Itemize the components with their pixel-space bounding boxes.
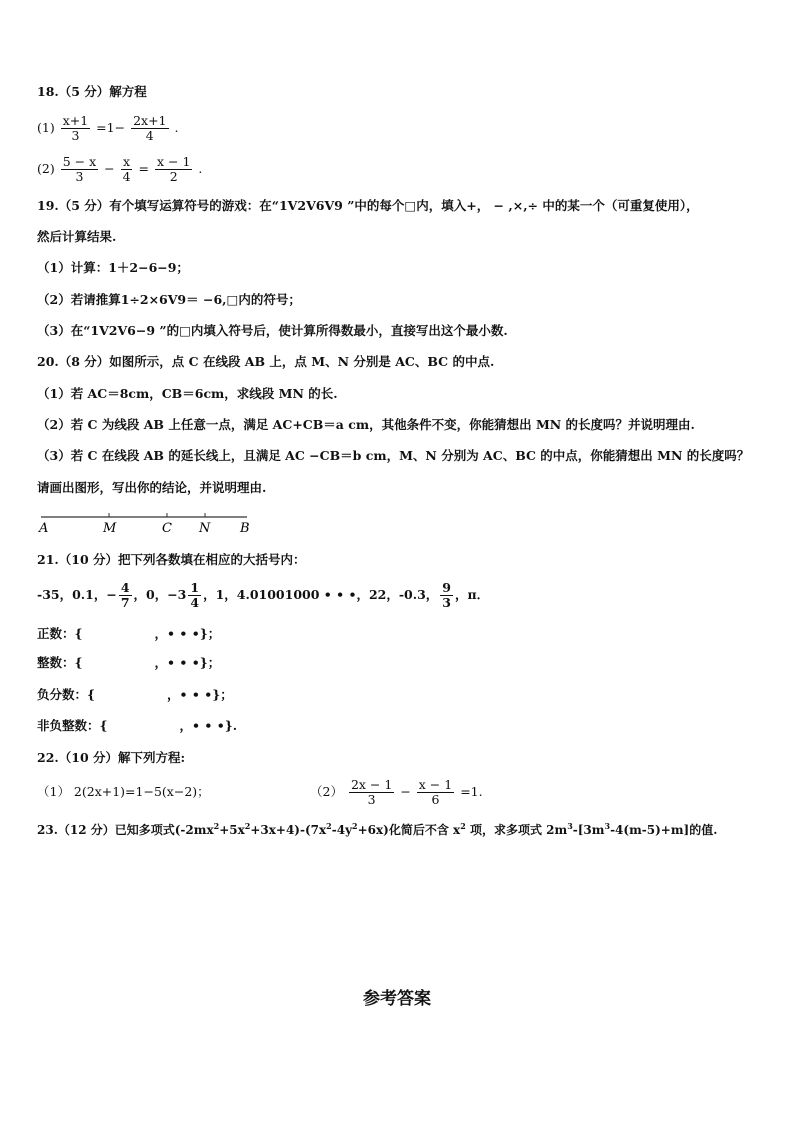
point-c-label: C xyxy=(162,521,172,536)
q19-heading-cont: 然后计算结果. xyxy=(37,229,117,244)
q20-sub2: （2）若 C 为线段 AB 上任意一点，满足 AC+CB＝a cm，其他条件不变，你能猜想出 MN 的长度吗？并说明理由. xyxy=(37,417,695,432)
point-m-label: M xyxy=(103,521,117,536)
fraction: $\frac{x - 1}{2}$ xyxy=(157,154,191,184)
q18-part1: (1) $\frac{x+1}{3}$ =1− $\frac{2x+1}{4}$ . xyxy=(37,113,179,143)
point-b-label: B xyxy=(240,521,250,536)
q22-heading: 22.（10 分）解下列方程: xyxy=(37,750,186,765)
q21-heading: 21.（10 分）把下列各数填在相应的大括号内： xyxy=(37,552,306,567)
point-a-label: A xyxy=(39,521,49,536)
q19-sub3: （3）在“1V2V6−9 ”的□内填入符号后，使计算所得数最小，直接写出这个最小数. xyxy=(37,323,508,338)
point-n-label: N xyxy=(199,521,211,536)
q20-sub3: （3）若 C 在线段 AB 的延长线上，且满足 AC −CB＝b cm，M、N 分别为 AC、BC 的中点，你能猜想出 MN 的长度吗？ xyxy=(37,448,750,463)
q18-heading: 18.（5 分）解方程 xyxy=(37,84,147,99)
q19-sub2: （2）若请推算1÷2×6V9＝ −6,□内的符号； xyxy=(37,292,301,307)
q21-category-negative-fraction: 负分数：{ ，• • •}； xyxy=(37,687,233,702)
q18-p1-label: (1) xyxy=(37,120,55,135)
q21-category-nonneg-integer: 非负整数：{ ，• • •}. xyxy=(37,718,238,733)
segment-diagram xyxy=(37,511,257,537)
q22-part2: （2） $\frac{2x - 1}{3}$ − $\frac{x - 1}{6}$ =1. xyxy=(310,777,483,807)
fraction: $\frac{x+1}{3}$ xyxy=(62,113,89,143)
q20-sub1: （1）若 AC＝8cm，CB＝6cm，求线段 MN 的长. xyxy=(37,386,338,401)
q21-category-integer: 整数：{ ，• • •}； xyxy=(37,655,221,670)
fraction: $\frac{2x+1}{4}$ xyxy=(133,113,167,143)
q20-heading: 20.（8 分）如图所示，点 C 在线段 AB 上，点 M、N 分别是 AC、BC 的中点. xyxy=(37,354,495,369)
fraction: $\frac{x}{4}$ xyxy=(122,154,131,184)
q20-sub4: 请画出图形，写出你的结论，并说明理由. xyxy=(37,480,267,495)
q19-sub1: （1）计算：1＋2−6−9； xyxy=(37,260,189,275)
q22-part1: （1） 2(2x+1)=1−5(x−2)； xyxy=(37,784,210,799)
answer-section-title: 参考答案 xyxy=(363,989,431,1009)
q21-category-positive: 正数：{ ，• • •}； xyxy=(37,626,221,641)
q23-text: 23.（12 分）已知多项式$(-2mx^2+5x^2+3x+4)-(7x^2-4y^2+6x)$化简后不含 $x^2$ 项，求多项式 $2m^3-[3m^3-4(m-5)+m]$的值. xyxy=(37,821,718,837)
q18-part2: (2) $\frac{5 - x}{3}$ − $\frac{x}{4}$ = $\frac{x - 1}{2}$ . xyxy=(37,154,203,184)
fraction: $\frac{5 - x}{3}$ xyxy=(62,154,97,184)
q19-heading: 19.（5 分）有个填写运算符号的游戏：在“1V2V6V9 ”中的每个□内，填入+， − ,×,÷ 中的某一个（可重复使用）， xyxy=(37,198,699,213)
q21-numbers: -35，0.1，− $\frac{4}{7}$ ，0，−3 $\frac{1}{4}$ ，1，4.01001000 • • •，22，-0.3， $\frac{9}{3}$ ，π． xyxy=(37,580,490,610)
